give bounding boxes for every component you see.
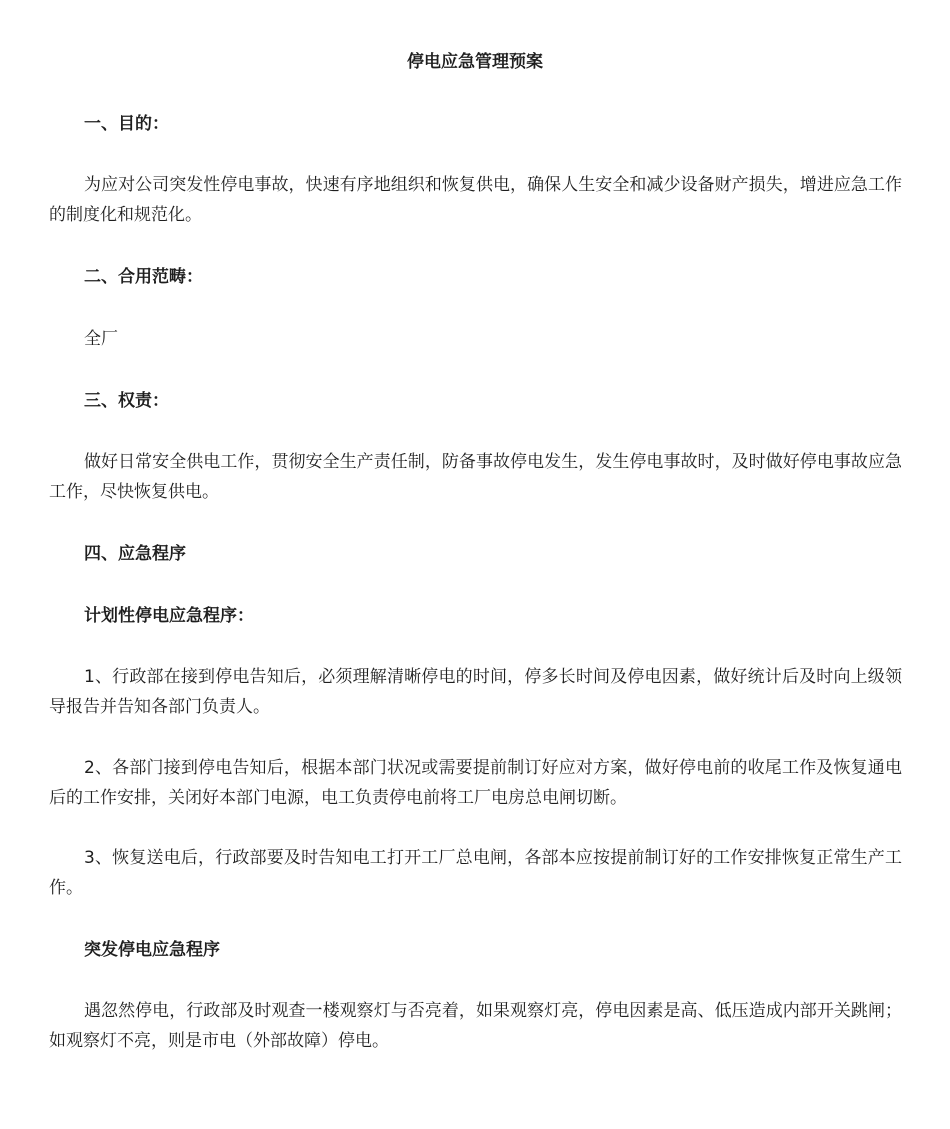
section-body-authority: 做好日常安全供电工作，贯彻安全生产责任制，防备事故停电发生，发生停电事故时，及时做好停电事故应急工作，尽快恢复供电。 [49,452,902,502]
section-heading-procedure: 四、应急程序 [84,544,186,564]
section-body-purpose: 为应对公司突发性停电事故，快速有序地组织和恢复供电，确保人生安全和减少设备财产损失，增进应急工作的制度化和规范化。 [49,175,902,225]
section-heading-scope: 二、合用范畴： [84,267,203,287]
planned-step-2: 2、各部门接到停电告知后，根据本部门状况或需要提前制订好应对方案，做好停电前的收尾工作及恢复通电后的工作安排，关闭好本部门电源，电工负责停电前将工厂电房总电闸切断。 [49,758,902,808]
section-heading-purpose: 一、目的： [84,114,169,134]
document-title: 停电应急管理预案 [407,52,543,72]
subsection-heading-sudden: 突发停电应急程序 [84,940,220,960]
planned-step-1: 1、行政部在接到停电告知后，必须理解清晰停电的时间，停多长时间及停电因素，做好统计后及时向上级领导报告并告知各部门负责人。 [49,667,902,717]
planned-step-3: 3、恢复送电后，行政部要及时告知电工打开工厂总电闸，各部本应按提前制订好的工作安排恢复正常生产工作。 [49,848,902,898]
sudden-body: 遇忽然停电，行政部及时观查一楼观察灯与否亮着，如果观察灯亮，停电因素是高、低压造成内部开关跳闸；如观察灯不亮，则是市电（外部故障）停电。 [49,1001,902,1051]
subsection-heading-planned: 计划性停电应急程序： [84,606,254,626]
section-body-scope: 全厂 [84,329,118,349]
section-heading-authority: 三、权责： [84,391,169,411]
